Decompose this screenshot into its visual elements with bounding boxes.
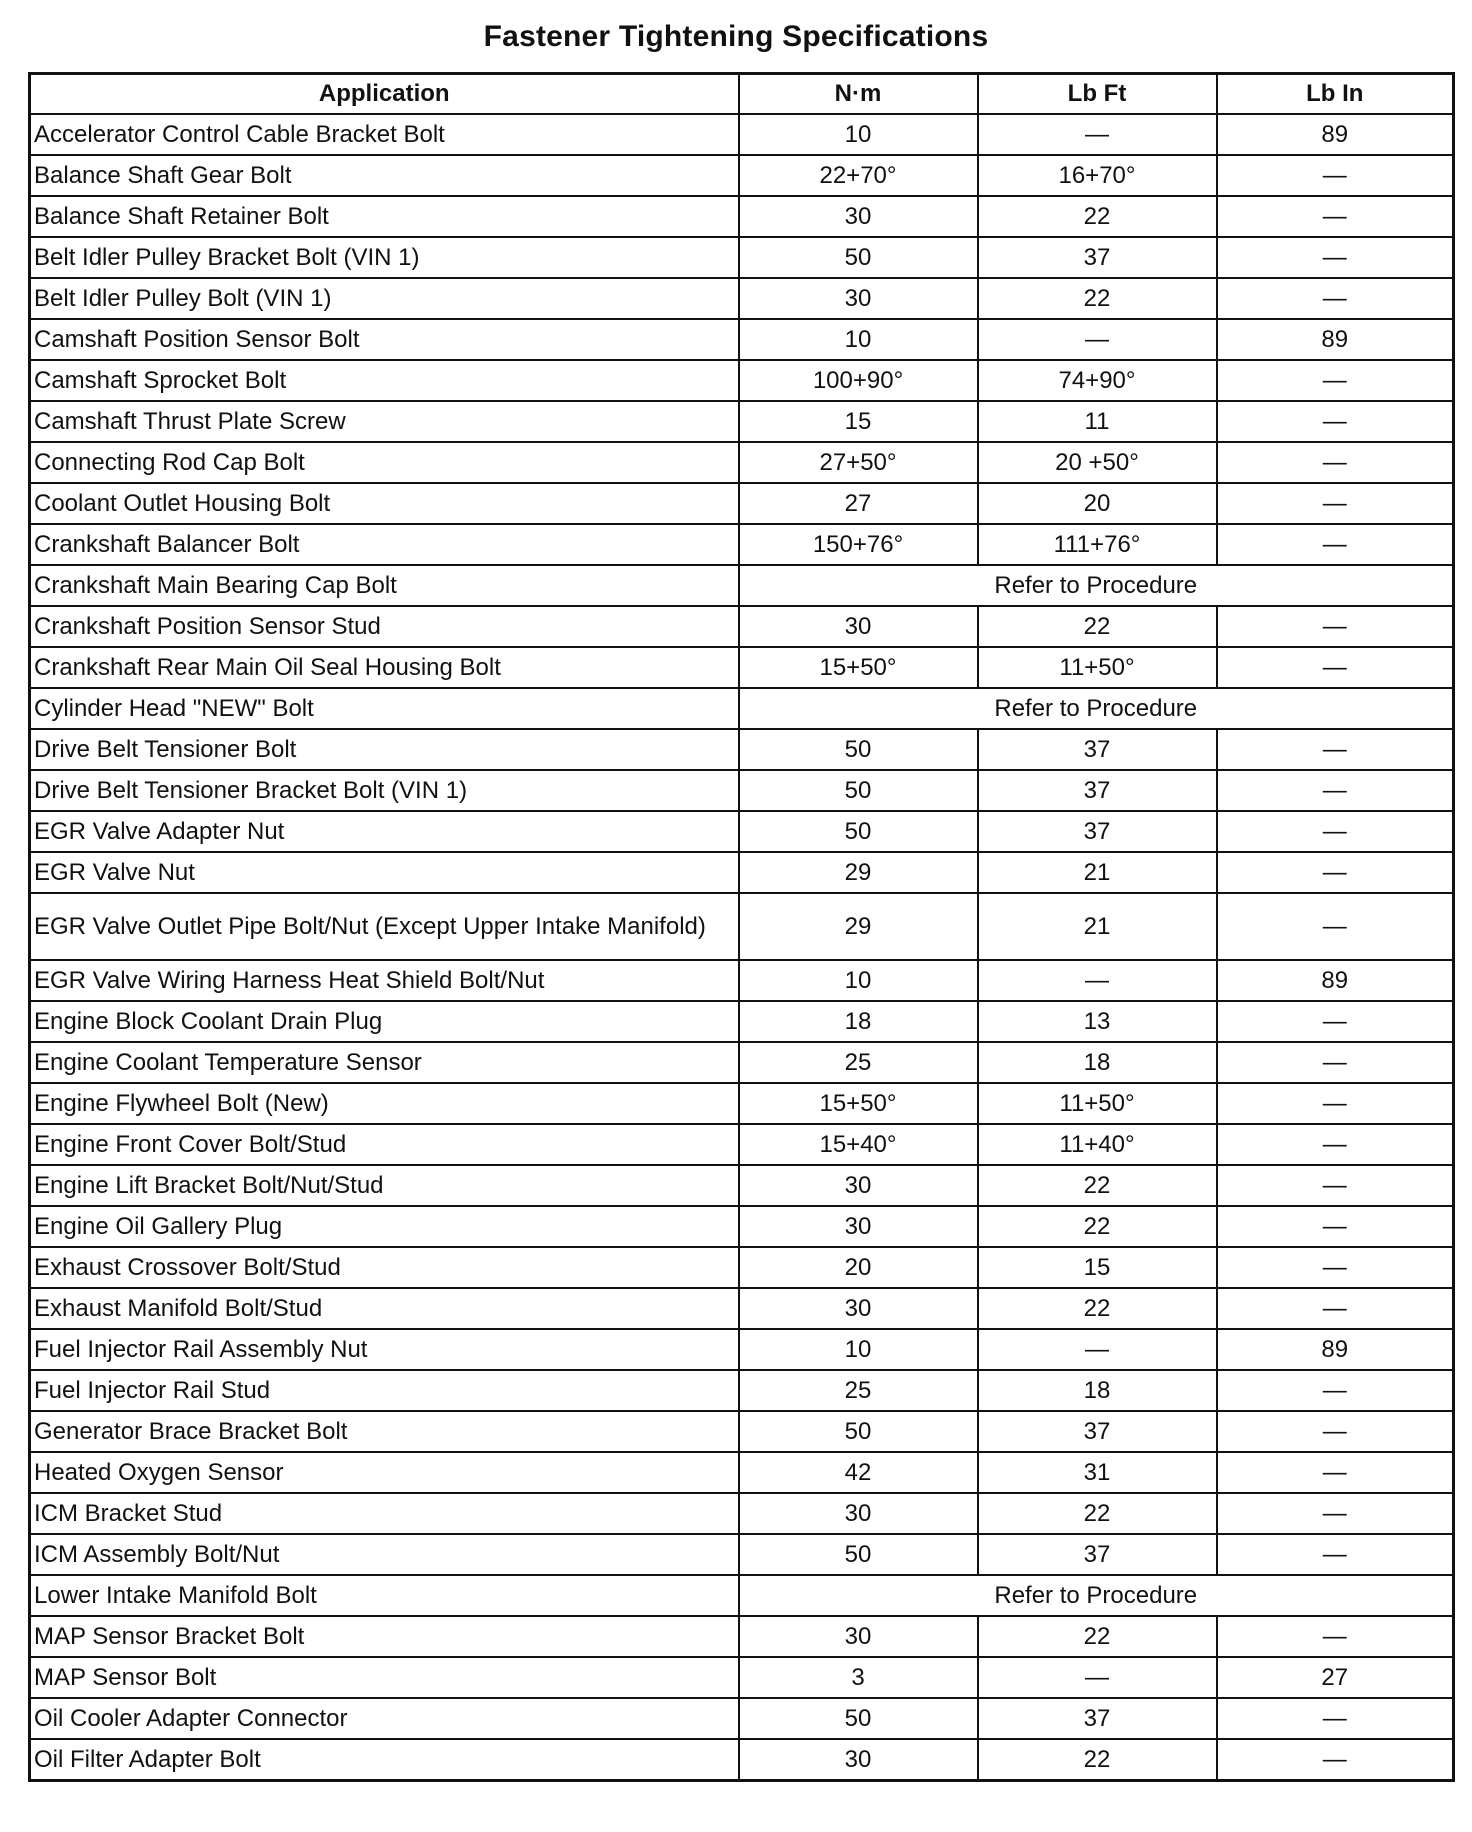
table-row bbox=[30, 1534, 1454, 1575]
cell-lbin: — bbox=[1217, 196, 1454, 237]
table-row bbox=[30, 196, 1454, 237]
cell-lbin: 89 bbox=[1217, 960, 1454, 1001]
cell-nm: 27+50° bbox=[739, 442, 978, 483]
cell-lbft: 11+40° bbox=[978, 1124, 1217, 1165]
spec-table bbox=[28, 72, 1455, 1782]
cell-lbft: 11 bbox=[978, 401, 1217, 442]
cell-lbft: 37 bbox=[978, 1698, 1217, 1739]
cell-application: Oil Cooler Adapter Connector bbox=[30, 1698, 739, 1739]
table-row bbox=[30, 1083, 1454, 1124]
table-row bbox=[30, 1206, 1454, 1247]
cell-nm: 50 bbox=[739, 770, 978, 811]
cell-lbft: 37 bbox=[978, 770, 1217, 811]
cell-lbft: 31 bbox=[978, 1452, 1217, 1493]
cell-application: EGR Valve Wiring Harness Heat Shield Bolt/Nut bbox=[30, 960, 739, 1001]
cell-nm: 20 bbox=[739, 1247, 978, 1288]
table-row bbox=[30, 1165, 1454, 1206]
cell-nm: 150+76° bbox=[739, 524, 978, 565]
table-row bbox=[30, 811, 1454, 852]
table-row bbox=[30, 852, 1454, 893]
cell-lbin: — bbox=[1217, 1083, 1454, 1124]
table-row bbox=[30, 1001, 1454, 1042]
cell-nm: 30 bbox=[739, 1288, 978, 1329]
cell-lbft: 22 bbox=[978, 1165, 1217, 1206]
cell-nm: 10 bbox=[739, 319, 978, 360]
cell-application: Camshaft Thrust Plate Screw bbox=[30, 401, 739, 442]
cell-application: EGR Valve Adapter Nut bbox=[30, 811, 739, 852]
column-header-lbin: Lb In bbox=[1217, 74, 1454, 115]
table-row bbox=[30, 1329, 1454, 1370]
cell-nm: 50 bbox=[739, 729, 978, 770]
cell-nm: 29 bbox=[739, 852, 978, 893]
cell-lbft: 21 bbox=[978, 893, 1217, 960]
cell-application: Engine Front Cover Bolt/Stud bbox=[30, 1124, 739, 1165]
cell-application: Heated Oxygen Sensor bbox=[30, 1452, 739, 1493]
table-header-row bbox=[30, 74, 1454, 115]
cell-lbin: 89 bbox=[1217, 319, 1454, 360]
cell-lbin: — bbox=[1217, 401, 1454, 442]
cell-application: Exhaust Manifold Bolt/Stud bbox=[30, 1288, 739, 1329]
cell-nm: 30 bbox=[739, 1165, 978, 1206]
cell-lbin: — bbox=[1217, 237, 1454, 278]
cell-application: Coolant Outlet Housing Bolt bbox=[30, 483, 739, 524]
table-row bbox=[30, 360, 1454, 401]
table-row bbox=[30, 278, 1454, 319]
cell-lbft: 22 bbox=[978, 1739, 1217, 1781]
cell-nm: 25 bbox=[739, 1370, 978, 1411]
cell-application: EGR Valve Nut bbox=[30, 852, 739, 893]
cell-lbft: — bbox=[978, 319, 1217, 360]
cell-refer-to-procedure: Refer to Procedure bbox=[739, 688, 1454, 729]
table-row bbox=[30, 647, 1454, 688]
cell-lbin: — bbox=[1217, 1206, 1454, 1247]
cell-application: Exhaust Crossover Bolt/Stud bbox=[30, 1247, 739, 1288]
cell-lbin: — bbox=[1217, 442, 1454, 483]
cell-lbin: — bbox=[1217, 1698, 1454, 1739]
cell-application: Engine Lift Bracket Bolt/Nut/Stud bbox=[30, 1165, 739, 1206]
cell-nm: 3 bbox=[739, 1657, 978, 1698]
cell-application: Fuel Injector Rail Stud bbox=[30, 1370, 739, 1411]
cell-application: Crankshaft Rear Main Oil Seal Housing Bolt bbox=[30, 647, 739, 688]
cell-lbft: 37 bbox=[978, 729, 1217, 770]
cell-lbin: — bbox=[1217, 1493, 1454, 1534]
cell-lbft: 13 bbox=[978, 1001, 1217, 1042]
table-row bbox=[30, 319, 1454, 360]
cell-application: MAP Sensor Bracket Bolt bbox=[30, 1616, 739, 1657]
cell-nm: 30 bbox=[739, 606, 978, 647]
cell-nm: 42 bbox=[739, 1452, 978, 1493]
cell-nm: 30 bbox=[739, 196, 978, 237]
cell-nm: 100+90° bbox=[739, 360, 978, 401]
cell-application: ICM Bracket Stud bbox=[30, 1493, 739, 1534]
cell-lbin: — bbox=[1217, 647, 1454, 688]
cell-application: EGR Valve Outlet Pipe Bolt/Nut (Except Upper Intake Manifold) bbox=[30, 893, 739, 960]
cell-application: Engine Flywheel Bolt (New) bbox=[30, 1083, 739, 1124]
table-row bbox=[30, 893, 1454, 960]
table-row bbox=[30, 565, 1454, 606]
cell-application: ICM Assembly Bolt/Nut bbox=[30, 1534, 739, 1575]
cell-lbft: 37 bbox=[978, 1411, 1217, 1452]
table-row bbox=[30, 1698, 1454, 1739]
cell-application: Accelerator Control Cable Bracket Bolt bbox=[30, 114, 739, 155]
cell-lbft: 37 bbox=[978, 1534, 1217, 1575]
cell-lbft: 11+50° bbox=[978, 647, 1217, 688]
cell-lbin: — bbox=[1217, 1370, 1454, 1411]
cell-application: Belt Idler Pulley Bracket Bolt (VIN 1) bbox=[30, 237, 739, 278]
table-row bbox=[30, 1411, 1454, 1452]
cell-application: Oil Filter Adapter Bolt bbox=[30, 1739, 739, 1781]
cell-lbft: 22 bbox=[978, 606, 1217, 647]
cell-lbin: 89 bbox=[1217, 114, 1454, 155]
cell-lbft: 11+50° bbox=[978, 1083, 1217, 1124]
cell-lbft: 111+76° bbox=[978, 524, 1217, 565]
table-row bbox=[30, 524, 1454, 565]
cell-application: Balance Shaft Gear Bolt bbox=[30, 155, 739, 196]
cell-lbft: — bbox=[978, 114, 1217, 155]
cell-nm: 30 bbox=[739, 1616, 978, 1657]
cell-application: Engine Block Coolant Drain Plug bbox=[30, 1001, 739, 1042]
cell-application: Crankshaft Main Bearing Cap Bolt bbox=[30, 565, 739, 606]
cell-refer-to-procedure: Refer to Procedure bbox=[739, 565, 1454, 606]
cell-nm: 15+40° bbox=[739, 1124, 978, 1165]
cell-lbin: — bbox=[1217, 1001, 1454, 1042]
cell-application: Camshaft Sprocket Bolt bbox=[30, 360, 739, 401]
column-header-application: Application bbox=[30, 74, 739, 115]
table-row bbox=[30, 770, 1454, 811]
cell-lbft: 18 bbox=[978, 1370, 1217, 1411]
cell-lbin: — bbox=[1217, 1534, 1454, 1575]
cell-lbft: 21 bbox=[978, 852, 1217, 893]
cell-lbft: 74+90° bbox=[978, 360, 1217, 401]
page-title: Fastener Tightening Specifications bbox=[483, 20, 989, 53]
table-row bbox=[30, 483, 1454, 524]
cell-nm: 15+50° bbox=[739, 1083, 978, 1124]
cell-lbin: — bbox=[1217, 524, 1454, 565]
column-header-lbft: Lb Ft bbox=[978, 74, 1217, 115]
cell-application: Cylinder Head "NEW" Bolt bbox=[30, 688, 739, 729]
cell-lbft: 22 bbox=[978, 1616, 1217, 1657]
table-row bbox=[30, 1370, 1454, 1411]
cell-lbin: — bbox=[1217, 278, 1454, 319]
table-row bbox=[30, 1616, 1454, 1657]
cell-lbin: — bbox=[1217, 1247, 1454, 1288]
table-row bbox=[30, 1452, 1454, 1493]
table-row bbox=[30, 1288, 1454, 1329]
cell-lbin: — bbox=[1217, 1452, 1454, 1493]
table-row bbox=[30, 1493, 1454, 1534]
cell-application: Camshaft Position Sensor Bolt bbox=[30, 319, 739, 360]
cell-nm: 22+70° bbox=[739, 155, 978, 196]
table-row bbox=[30, 1042, 1454, 1083]
cell-application: Lower Intake Manifold Bolt bbox=[30, 1575, 739, 1616]
cell-nm: 30 bbox=[739, 1739, 978, 1781]
table-row bbox=[30, 1575, 1454, 1616]
cell-lbin: 27 bbox=[1217, 1657, 1454, 1698]
cell-lbft: 18 bbox=[978, 1042, 1217, 1083]
cell-lbft: 37 bbox=[978, 237, 1217, 278]
cell-lbin: — bbox=[1217, 1616, 1454, 1657]
table-body bbox=[30, 114, 1454, 1781]
cell-lbft: — bbox=[978, 960, 1217, 1001]
cell-lbin: — bbox=[1217, 1411, 1454, 1452]
cell-lbft: 16+70° bbox=[978, 155, 1217, 196]
cell-nm: 29 bbox=[739, 893, 978, 960]
cell-nm: 50 bbox=[739, 1411, 978, 1452]
cell-lbin: — bbox=[1217, 606, 1454, 647]
table-row bbox=[30, 1124, 1454, 1165]
cell-nm: 50 bbox=[739, 1698, 978, 1739]
cell-application: Crankshaft Position Sensor Stud bbox=[30, 606, 739, 647]
cell-nm: 10 bbox=[739, 1329, 978, 1370]
cell-lbft: — bbox=[978, 1657, 1217, 1698]
table-row bbox=[30, 729, 1454, 770]
table-row bbox=[30, 237, 1454, 278]
cell-lbft: 37 bbox=[978, 811, 1217, 852]
cell-application: Drive Belt Tensioner Bracket Bolt (VIN 1) bbox=[30, 770, 739, 811]
cell-application: Belt Idler Pulley Bolt (VIN 1) bbox=[30, 278, 739, 319]
cell-nm: 15 bbox=[739, 401, 978, 442]
cell-lbin: — bbox=[1217, 1042, 1454, 1083]
cell-nm: 15+50° bbox=[739, 647, 978, 688]
cell-nm: 10 bbox=[739, 114, 978, 155]
table-row bbox=[30, 1739, 1454, 1781]
cell-lbin: — bbox=[1217, 1739, 1454, 1781]
cell-application: MAP Sensor Bolt bbox=[30, 1657, 739, 1698]
column-header-nm: N·m bbox=[739, 74, 978, 115]
cell-application: Crankshaft Balancer Bolt bbox=[30, 524, 739, 565]
cell-lbin: — bbox=[1217, 360, 1454, 401]
cell-lbin: — bbox=[1217, 852, 1454, 893]
cell-nm: 50 bbox=[739, 811, 978, 852]
cell-nm: 50 bbox=[739, 237, 978, 278]
cell-nm: 50 bbox=[739, 1534, 978, 1575]
cell-lbft: 22 bbox=[978, 196, 1217, 237]
cell-application: Drive Belt Tensioner Bolt bbox=[30, 729, 739, 770]
cell-lbft: 22 bbox=[978, 1493, 1217, 1534]
table-row bbox=[30, 114, 1454, 155]
table-row bbox=[30, 442, 1454, 483]
cell-lbft: — bbox=[978, 1329, 1217, 1370]
cell-lbin: — bbox=[1217, 811, 1454, 852]
cell-lbin: — bbox=[1217, 155, 1454, 196]
cell-nm: 25 bbox=[739, 1042, 978, 1083]
cell-application: Engine Oil Gallery Plug bbox=[30, 1206, 739, 1247]
cell-lbft: 15 bbox=[978, 1247, 1217, 1288]
cell-application: Engine Coolant Temperature Sensor bbox=[30, 1042, 739, 1083]
cell-lbin: — bbox=[1217, 893, 1454, 960]
cell-lbft: 22 bbox=[978, 278, 1217, 319]
cell-application: Balance Shaft Retainer Bolt bbox=[30, 196, 739, 237]
table-row bbox=[30, 688, 1454, 729]
cell-nm: 27 bbox=[739, 483, 978, 524]
cell-lbft: 20 +50° bbox=[978, 442, 1217, 483]
cell-lbin: — bbox=[1217, 1124, 1454, 1165]
cell-nm: 30 bbox=[739, 278, 978, 319]
cell-lbin: — bbox=[1217, 483, 1454, 524]
table-row bbox=[30, 1247, 1454, 1288]
cell-lbft: 20 bbox=[978, 483, 1217, 524]
cell-nm: 30 bbox=[739, 1206, 978, 1247]
cell-application: Generator Brace Bracket Bolt bbox=[30, 1411, 739, 1452]
cell-lbin: — bbox=[1217, 1288, 1454, 1329]
cell-nm: 18 bbox=[739, 1001, 978, 1042]
table-row bbox=[30, 401, 1454, 442]
cell-lbin: — bbox=[1217, 1165, 1454, 1206]
cell-application: Connecting Rod Cap Bolt bbox=[30, 442, 739, 483]
cell-lbin: — bbox=[1217, 770, 1454, 811]
cell-nm: 10 bbox=[739, 960, 978, 1001]
cell-application: Fuel Injector Rail Assembly Nut bbox=[30, 1329, 739, 1370]
cell-refer-to-procedure: Refer to Procedure bbox=[739, 1575, 1454, 1616]
table-row bbox=[30, 1657, 1454, 1698]
cell-lbft: 22 bbox=[978, 1288, 1217, 1329]
table-row bbox=[30, 155, 1454, 196]
cell-lbft: 22 bbox=[978, 1206, 1217, 1247]
table-row bbox=[30, 960, 1454, 1001]
table-row bbox=[30, 606, 1454, 647]
cell-nm: 30 bbox=[739, 1493, 978, 1534]
cell-lbin: 89 bbox=[1217, 1329, 1454, 1370]
cell-lbin: — bbox=[1217, 729, 1454, 770]
